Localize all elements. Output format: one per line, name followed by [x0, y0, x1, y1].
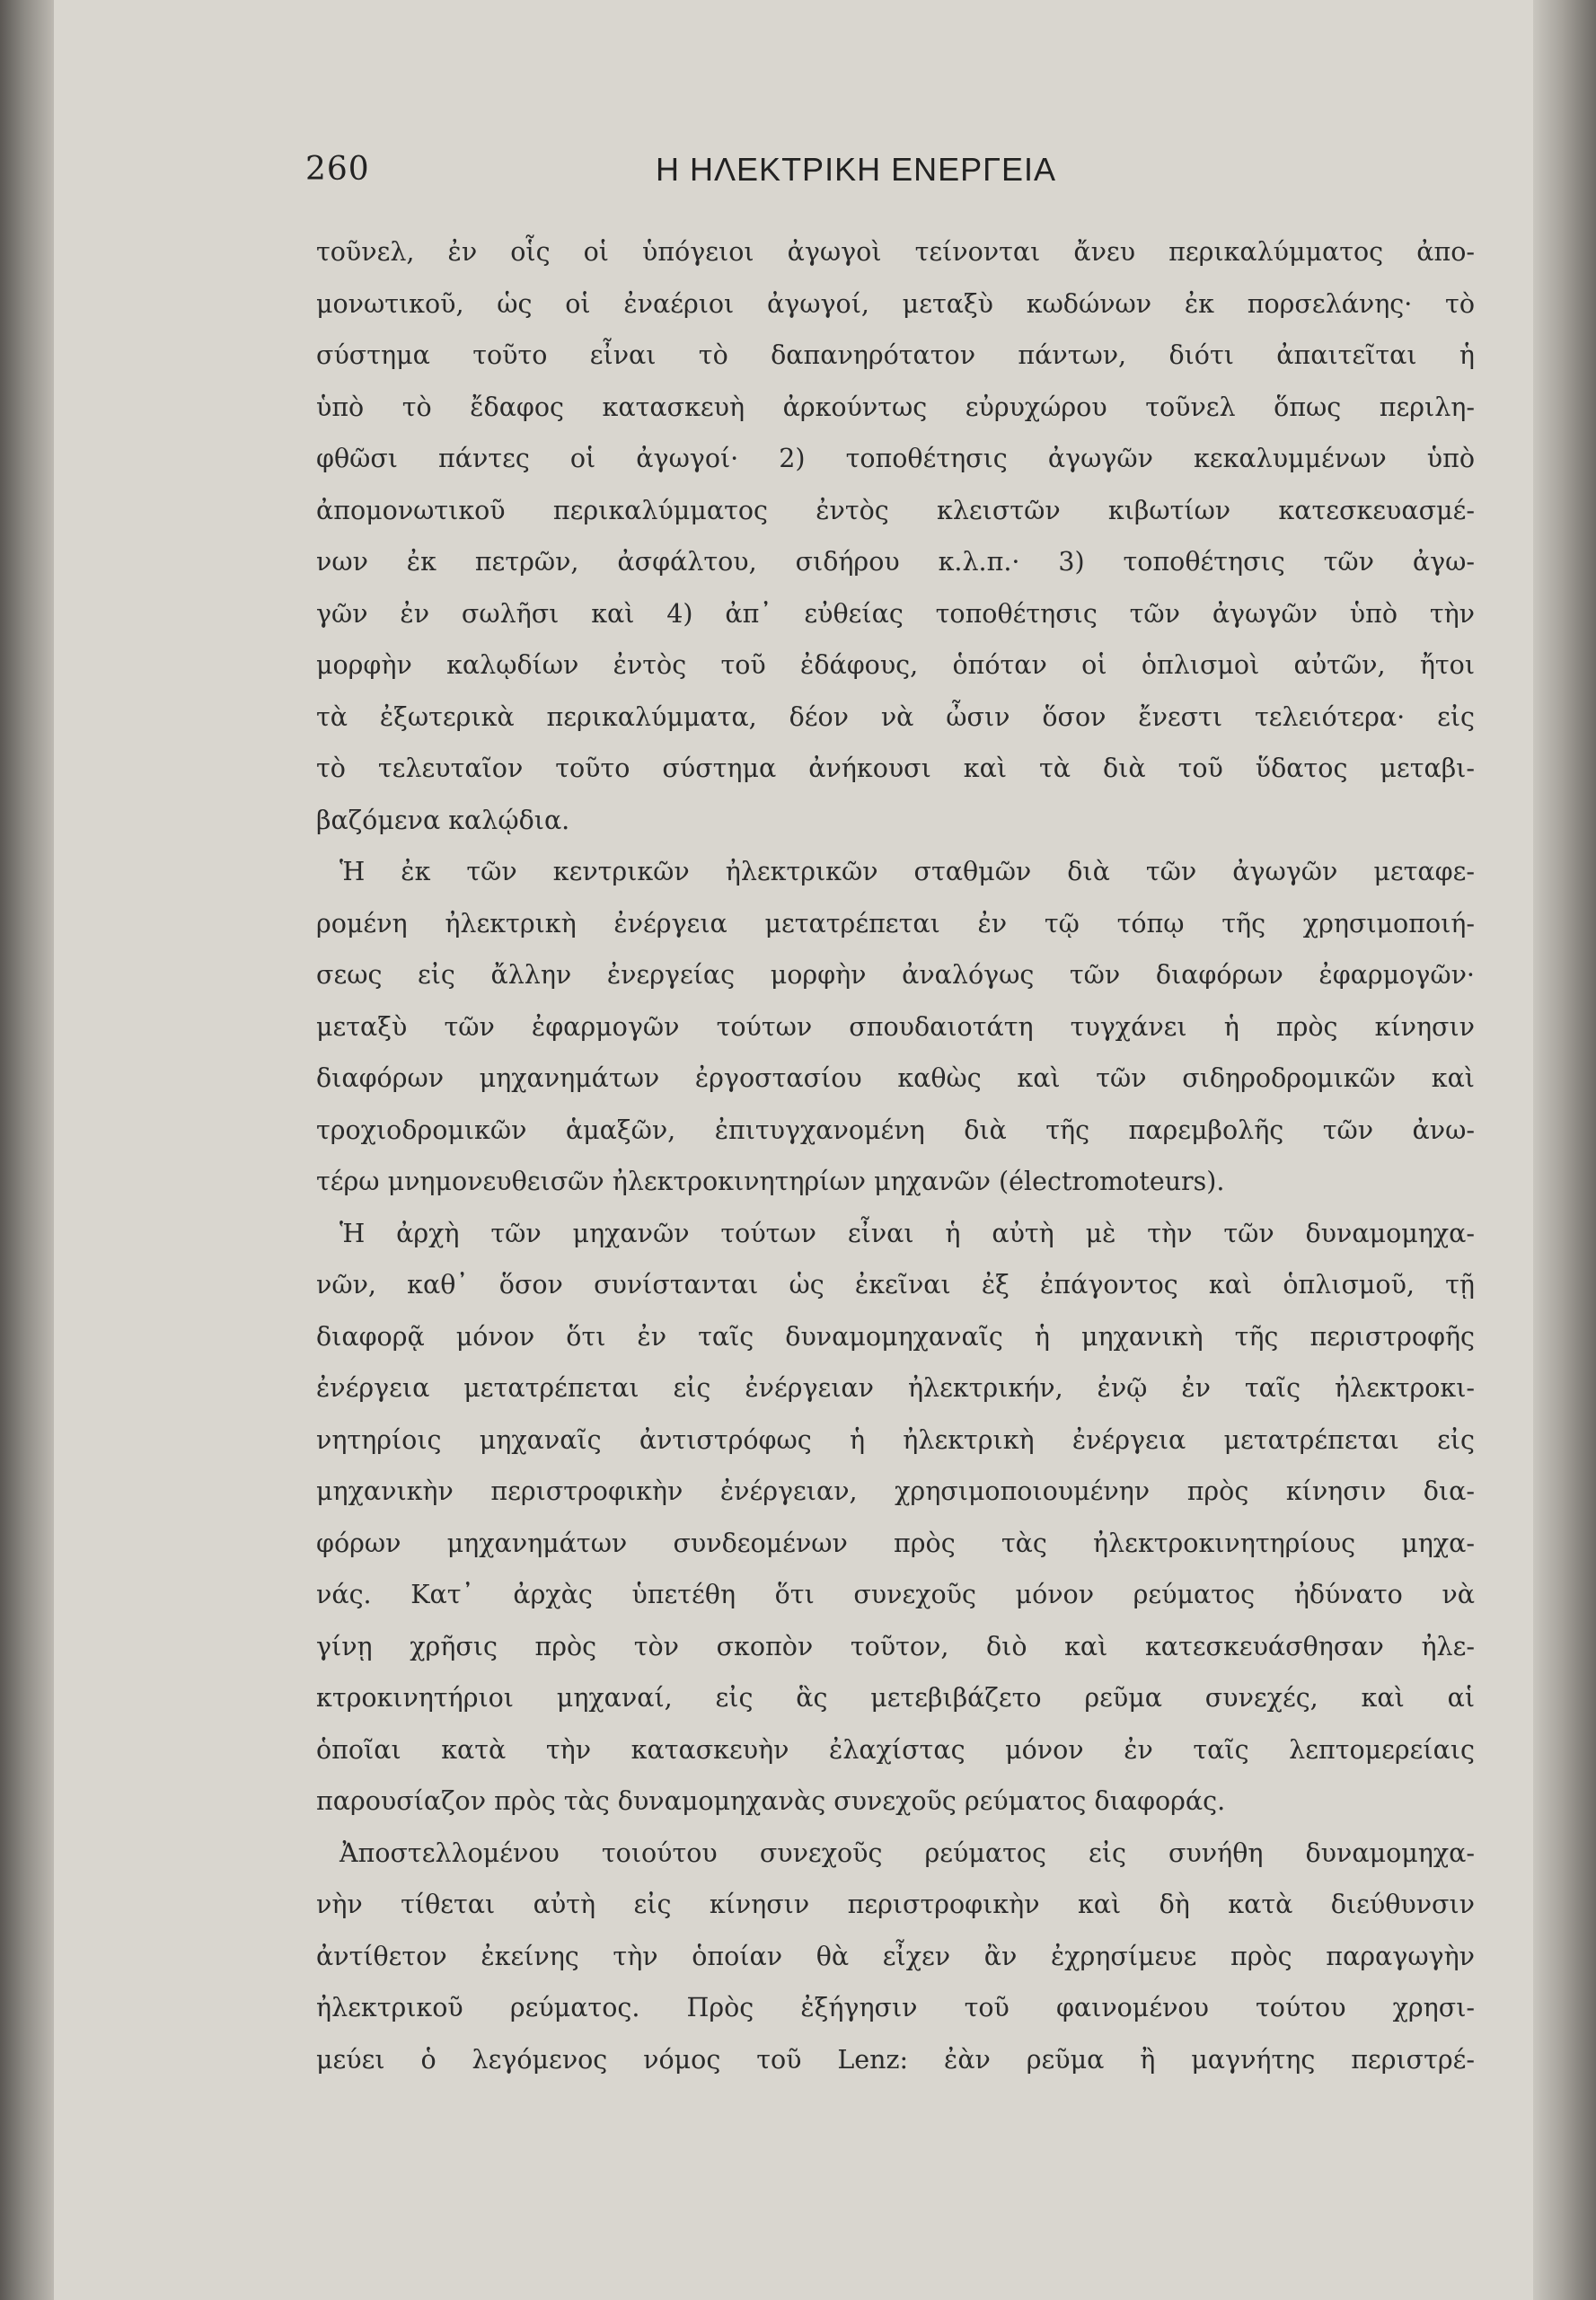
text-line: ἠλεκτρικοῦ ρεύματος. Πρὸς ἐξήγησιν τοῦ φαινομένου τούτου χρησι-: [316, 1993, 1475, 2022]
text-line: ἀπομονωτικοῦ περικαλύμματος ἐντὸς κλειστῶν κιβωτίων κατεσκευασμέ-: [316, 495, 1475, 525]
scan-shadow-left: [0, 0, 54, 2300]
page-header: [305, 151, 1257, 196]
text-line: ἀντίθετον ἐκείνης τὴν ὁποίαν θὰ εἶχεν ἂν ἐχρησίμευε πρὸς παραγωγὴν: [316, 1941, 1475, 1971]
text-line: τέρω μνημονευθεισῶν ἠλεκτροκινητηρίων μηχανῶν (électromoteurs).: [316, 1167, 1225, 1196]
text-line: κτροκινητήριοι μηχαναί, εἰς ἃς μετεβιβάζετο ρεῦμα συνεχές, καὶ αἱ: [316, 1683, 1475, 1713]
text-line: γῶν ἐν σωλῆσι καὶ 4) ἀπ᾽ εὐθείας τοποθέτησις τῶν ἀγωγῶν ὑπὸ τὴν: [316, 598, 1475, 629]
body-text: [316, 226, 1475, 2085]
text-line: νὴν τίθεται αὐτὴ εἰς κίνησιν περιστροφικὴν καὶ δὴ κατὰ διεύθυνσιν: [316, 1890, 1475, 1919]
text-line: μηχανικὴν περιστροφικὴν ἐνέργειαν, χρησιμοποιουμένην πρὸς κίνησιν δια-: [316, 1476, 1475, 1506]
running-title: Η ΗΛΕΚΤΡΙΚΗ ΕΝΕΡΓΕΙΑ: [656, 151, 1056, 188]
text-line: νων ἐκ πετρῶν, ἀσφάλτου, σιδήρου κ.λ.π.· 3) τοποθέτησις τῶν ἀγω-: [316, 547, 1475, 577]
text-line: ρομένη ἠλεκτρικὴ ἐνέργεια μετατρέπεται ἐν τῷ τόπῳ τῆς χρησιμοποιή-: [316, 908, 1475, 939]
text-line: σύστημα τοῦτο εἶναι τὸ δαπανηρότατον πάντων, διότι ἀπαιτεῖται ἡ: [316, 340, 1475, 370]
text-line: τροχιοδρομικῶν ἁμαξῶν, ἐπιτυγχανομένη διὰ τῆς παρεμβολῆς τῶν ἀνω-: [316, 1115, 1475, 1145]
text-line: γίνῃ χρῆσις πρὸς τὸν σκοπὸν τοῦτον, διὸ καὶ κατεσκευάσθησαν ἠλε-: [316, 1631, 1475, 1661]
text-line: φόρων μηχανημάτων συνδεομένων πρὸς τὰς ἠλεκτροκινητηρίους μηχα-: [316, 1528, 1475, 1558]
text-line: διαφόρων μηχανημάτων ἐργοστασίου καθὼς καὶ τῶν σιδηροδρομικῶν καὶ: [316, 1063, 1475, 1093]
text-line: νάς. Κατ᾽ ἀρχὰς ὑπετέθη ὅτι συνεχοῦς μόνον ρεύματος ἠδύνατο νὰ: [316, 1580, 1475, 1609]
text-line: παρουσίαζον πρὸς τὰς δυναμομηχανὰς συνεχοῦς ρεύματος διαφοράς.: [316, 1786, 1226, 1816]
text-line: τὸ τελευταῖον τοῦτο σύστημα ἀνήκουσι καὶ τὰ διὰ τοῦ ὕδατος μεταβι-: [316, 753, 1475, 783]
text-line: ἐνέργεια μετατρέπεται εἰς ἐνέργειαν ἠλεκτρικήν, ἐνῷ ἐν ταῖς ἠλεκτροκι-: [316, 1373, 1475, 1403]
text-line: Ἡ ἀρχὴ τῶν μηχανῶν τούτων εἶναι ἡ αὐτὴ μὲ τὴν τῶν δυναμομηχα-: [339, 1218, 1475, 1248]
book-page: [54, 0, 1533, 2300]
text-line: Ἡ ἐκ τῶν κεντρικῶν ἠλεκτρικῶν σταθμῶν διὰ τῶν ἀγωγῶν μεταφε-: [339, 857, 1475, 886]
scan-shadow-right: [1533, 0, 1596, 2300]
text-line: βαζόμενα καλῴδια.: [316, 805, 570, 835]
text-line: μεύει ὁ λεγόμενος νόμος τοῦ Lenz: ἐὰν ρεῦμα ἢ μαγνήτης περιστρέ-: [316, 2044, 1475, 2075]
text-line: τὰ ἐξωτερικὰ περικαλύμματα, δέον νὰ ὦσιν ὅσον ἔνεστι τελειότερα· εἰς: [316, 701, 1475, 732]
text-line: φθῶσι πάντες οἱ ἀγωγοί· 2) τοποθέτησις ἀγωγῶν κεκαλυμμένων ὑπὸ: [316, 444, 1475, 473]
text-line: τοῦνελ, ἐν οἷς οἱ ὑπόγειοι ἀγωγοὶ τείνονται ἄνευ περικαλύμματος ἀπο-: [316, 237, 1475, 267]
text-line: μορφὴν καλῳδίων ἐντὸς τοῦ ἐδάφους, ὁπόταν οἱ ὁπλισμοὶ αὐτῶν, ἤτοι: [316, 650, 1475, 680]
text-line: Ἀποστελλομένου τοιούτου συνεχοῦς ρεύματος εἰς συνήθη δυναμομηχα-: [339, 1837, 1475, 1868]
text-line: νῶν, καθ᾽ ὅσον συνίστανται ὡς ἐκεῖναι ἐξ ἐπάγοντος καὶ ὁπλισμοῦ, τῇ: [316, 1270, 1475, 1300]
text-line: ὁποῖαι κατὰ τὴν κατασκευὴν ἐλαχίστας μόνον ἐν ταῖς λεπτομερείαις: [316, 1734, 1475, 1765]
text-line: διαφορᾷ μόνον ὅτι ἐν ταῖς δυναμομηχαναῖς ἡ μηχανικὴ τῆς περιστροφῆς: [316, 1321, 1475, 1352]
page-number: 260: [305, 151, 370, 188]
text-line: μεταξὺ τῶν ἐφαρμογῶν τούτων σπουδαιοτάτη τυγχάνει ἡ πρὸς κίνησιν: [316, 1011, 1475, 1042]
text-line: μονωτικοῦ, ὡς οἱ ἐναέριοι ἀγωγοί, μεταξὺ κωδώνων ἐκ πορσελάνης· τὸ: [316, 288, 1475, 319]
text-line: σεως εἰς ἄλλην ἐνεργείας μορφὴν ἀναλόγως τῶν διαφόρων ἐφαρμογῶν·: [316, 960, 1475, 990]
text-line: νητηρίοις μηχαναῖς ἀντιστρόφως ἡ ἠλεκτρικὴ ἐνέργεια μετατρέπεται εἰς: [316, 1424, 1475, 1455]
text-line: ὑπὸ τὸ ἔδαφος κατασκευὴ ἀρκούντως εὐρυχώρου τοῦνελ ὅπως περιλη-: [316, 392, 1475, 422]
